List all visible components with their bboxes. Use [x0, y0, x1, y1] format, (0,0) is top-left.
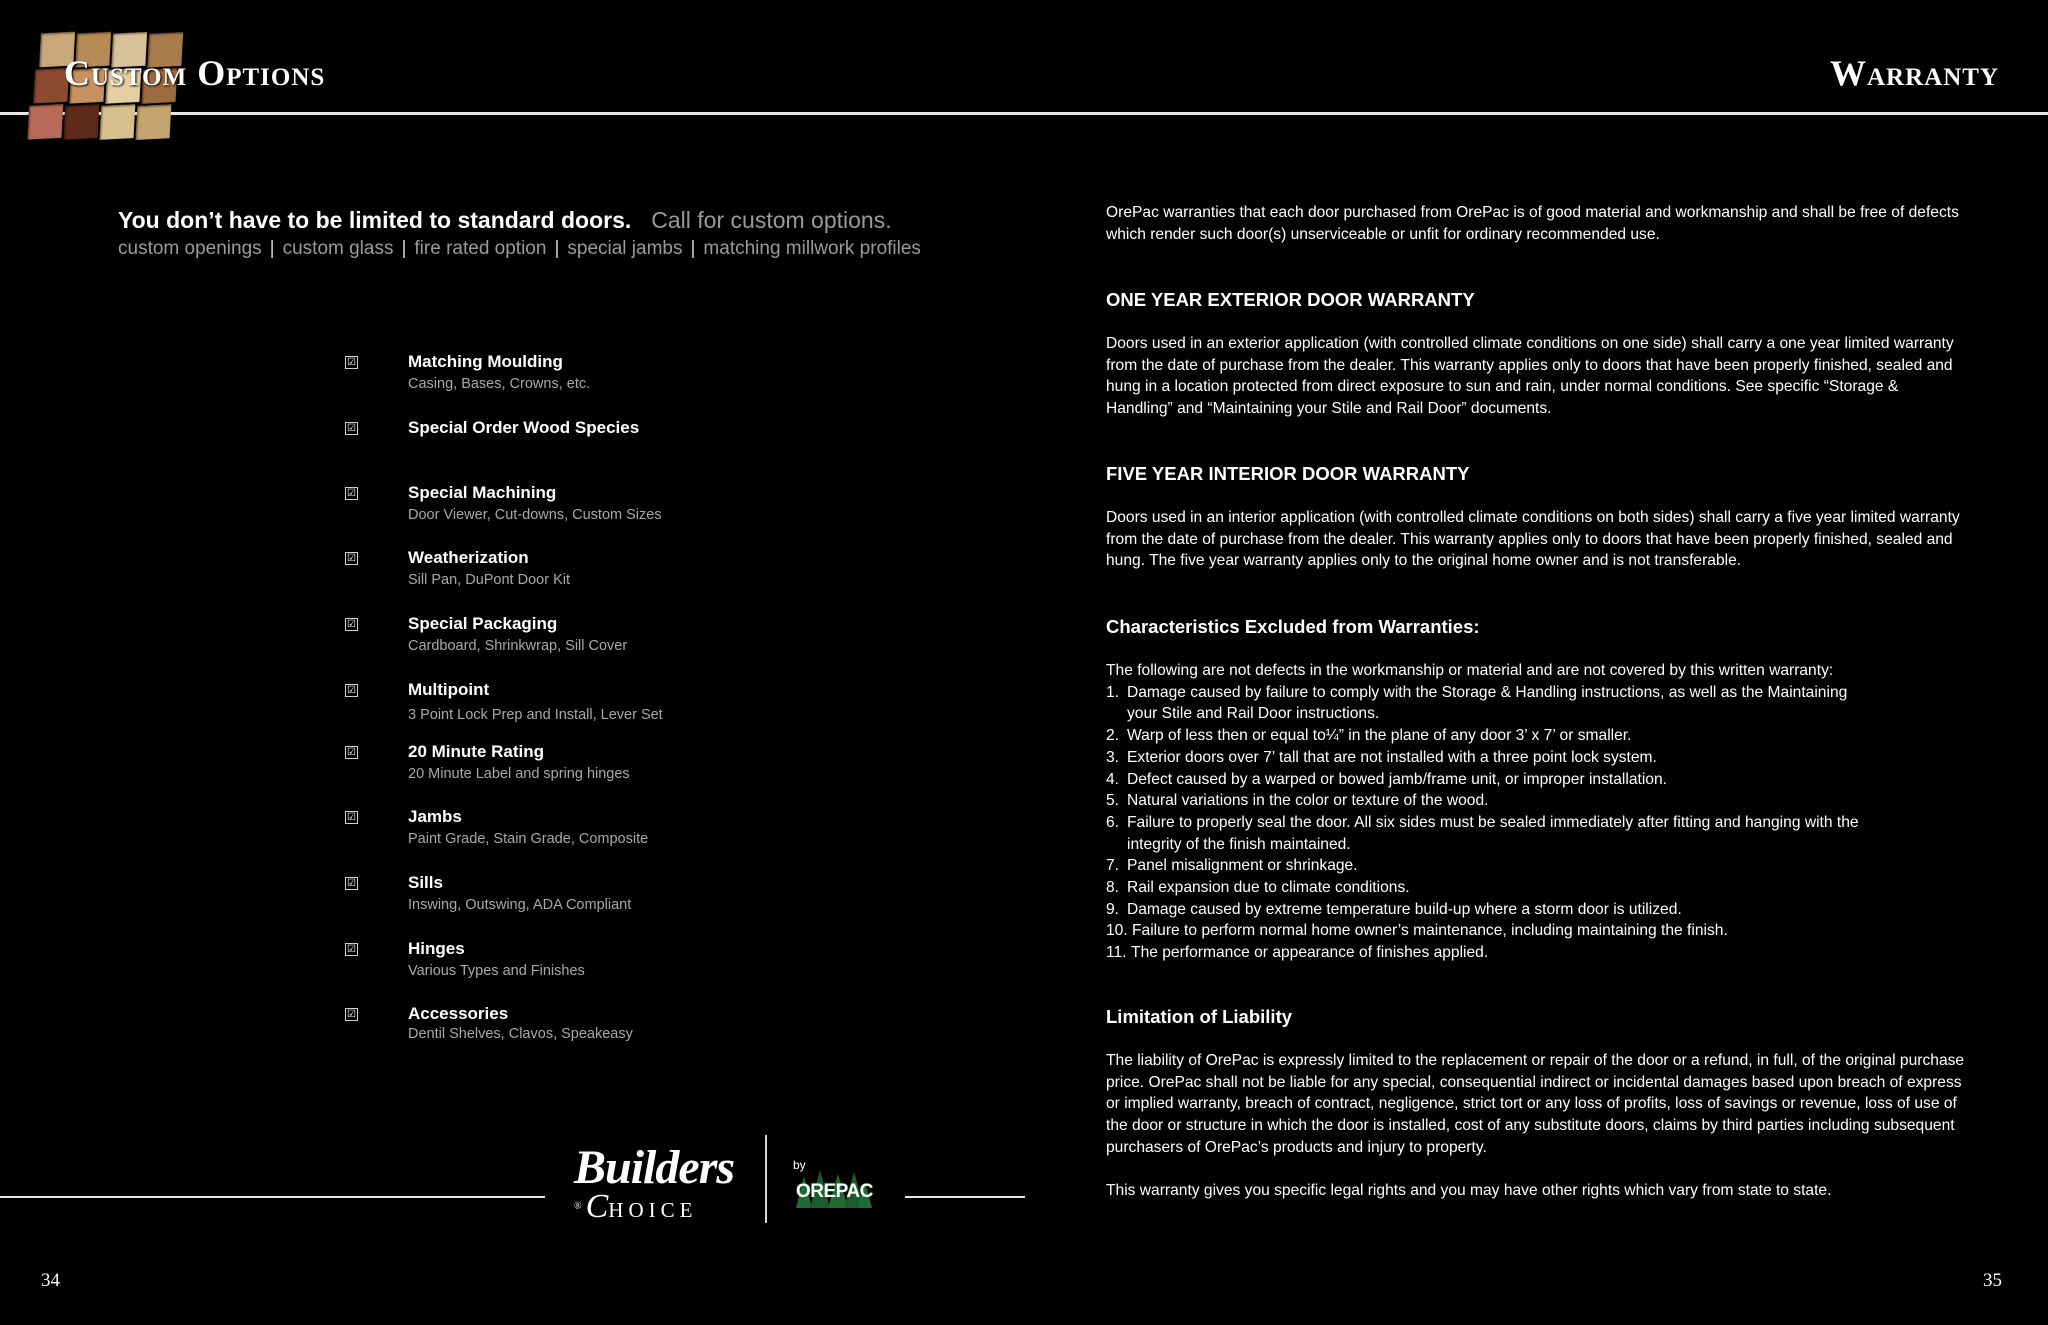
- option-subtitle: Inswing, Outswing, ADA Compliant: [408, 897, 632, 913]
- checkbox-icon: ☑: [345, 618, 358, 631]
- checkbox-icon: ☑: [345, 422, 358, 435]
- logo-divider: [765, 1135, 767, 1223]
- liability-body: The liability of OrePac is expressly limited to the replacement or repair of the door or a refund, in full, of the original purchase price. OrePac shall not be liable for any special, consequential indirect or incidental damages based upon breach of express or implied warranty, breach of contract, negligence, strict tort or any loss of profits, loss of savings or revenue, loss of use of the door or structure in which the door is installed, cost of any substitute doors, claims by third parties including subsequent purchasers of OrePac’s products and injury to property.: [1106, 1052, 1965, 1156]
- interior-warranty-heading: FIVE YEAR INTERIOR DOOR WARRANTY: [1106, 463, 1470, 484]
- checkbox-icon: ☑: [345, 356, 358, 369]
- list-item: 4. Defect caused by a warped or bowed jamb/frame unit, or improper installation.: [1106, 770, 1667, 788]
- list-item-continuation: your Stile and Rail Door instructions.: [1127, 705, 1380, 723]
- checkbox-icon: ☑: [345, 552, 358, 565]
- footer-rule-left: [0, 1196, 545, 1198]
- option-subtitle: Casing, Bases, Crowns, etc.: [408, 376, 591, 392]
- option-subtitle: Sill Pan, DuPont Door Kit: [408, 572, 570, 588]
- intro-headline: [118, 207, 892, 234]
- logo-by-label: by: [793, 1158, 806, 1172]
- intro-option: special jambs: [567, 238, 683, 259]
- exterior-warranty-body: Doors used in an exterior application (with controlled climate conditions on one side) shall carry a one year limited warranty from the date of purchase from the dealer. This warranty applies only to doors that have been properly finished, sealed and hung in a location protected from direct exposure to sun and rain, under normal conditions. See specific “Storage & Handling” and “Maintaining your Stile and Rail Door” documents.: [1106, 335, 1954, 418]
- option-title: Jambs: [408, 807, 462, 826]
- footer-rule-right: [905, 1196, 1025, 1198]
- page-number-left: 34: [41, 1270, 60, 1291]
- option-title: Multipoint: [408, 680, 490, 699]
- list-item: 5. Natural variations in the color or texture of the wood.: [1106, 792, 1489, 810]
- intro-headline-call: Call for custom options.: [651, 207, 892, 233]
- list-item: 3. Exterior doors over 7’ tall that are not installed with a three point lock system.: [1106, 748, 1657, 766]
- checkbox-icon: ☑: [345, 746, 358, 759]
- warranty-intro: OrePac warranties that each door purchased from OrePac is of good material and workmanship and shall be free of defects which render such door(s) unserviceable or unfit for ordinary recommended use.: [1106, 204, 1959, 243]
- option-title: Hinges: [408, 939, 465, 958]
- checkbox-icon: ☑: [345, 811, 358, 824]
- option-title: Sills: [408, 873, 443, 892]
- checkbox-icon: ☑: [345, 943, 358, 956]
- intro-options-list: custom openings | custom glass | fire rated option | special jambs | matching millwork profiles: [118, 238, 921, 259]
- option-subtitle: Paint Grade, Stain Grade, Composite: [408, 831, 649, 847]
- option-title: Accessories: [408, 1004, 509, 1023]
- builders-choice-logo-choice: ® CHOICE: [574, 1188, 698, 1225]
- list-item: 9. Damage caused by extreme temperature build-up where a storm door is utilized.: [1106, 900, 1682, 918]
- page-number-right: 35: [1983, 1270, 2002, 1291]
- option-subtitle: 3 Point Lock Prep and Install, Lever Set: [408, 707, 663, 723]
- warranty-closing-statement: This warranty gives you specific legal rights and you may have other rights which vary from state to state.: [1106, 1182, 1832, 1199]
- exclusions-heading: Characteristics Excluded from Warranties:: [1106, 616, 1480, 637]
- intro-headline-bold: You don’t have to be limited to standard doors.: [118, 207, 632, 233]
- option-title: Special Machining: [408, 483, 557, 502]
- builders-choice-logo: Builders: [574, 1141, 735, 1194]
- intro-option: custom openings: [118, 238, 262, 259]
- option-title: Special Order Wood Species: [408, 418, 640, 437]
- header-rule: [0, 112, 2048, 115]
- page-title-custom-options: Custom Options: [64, 53, 326, 93]
- intro-option: matching millwork profiles: [703, 238, 921, 259]
- list-item: 6. Failure to properly seal the door. All six sides must be sealed immediately after fitting and hanging with the: [1106, 813, 1859, 831]
- option-subtitle: 20 Minute Label and spring hinges: [408, 766, 630, 782]
- intro-option: custom glass: [282, 238, 394, 259]
- intro-option: fire rated option: [414, 238, 547, 259]
- exclusions-list: [1106, 660, 1966, 964]
- option-subtitle: Various Types and Finishes: [408, 963, 585, 979]
- checkbox-icon: ☑: [345, 877, 358, 890]
- exclusions-intro: The following are not defects in the workmanship or material and are not covered by this written warranty:: [1106, 662, 1834, 679]
- option-subtitle: Door Viewer, Cut-downs, Custom Sizes: [408, 507, 662, 523]
- option-title: Weatherization: [408, 548, 529, 567]
- list-item-continuation: integrity of the finish maintained.: [1127, 835, 1351, 853]
- list-item: 11. The performance or appearance of finishes applied.: [1106, 944, 1489, 962]
- list-item: 7. Panel misalignment or shrinkage.: [1106, 857, 1358, 875]
- option-subtitle: Cardboard, Shrinkwrap, Sill Cover: [408, 638, 628, 654]
- option-title: Matching Moulding: [408, 352, 563, 371]
- list-item: 10. Failure to perform normal home owner’s maintenance, including maintaining the finish.: [1106, 922, 1728, 940]
- liability-heading: Limitation of Liability: [1106, 1006, 1293, 1027]
- checkbox-icon: ☑: [345, 684, 358, 697]
- orepac-logo: OREPAC: [796, 1181, 873, 1202]
- checkbox-icon: ☑: [345, 1008, 358, 1021]
- list-item: 1. Damage caused by failure to comply with the Storage & Handling instructions, as well as the Maintaining: [1106, 683, 1848, 701]
- option-title: 20 Minute Rating: [408, 742, 545, 761]
- page-title-warranty: Warranty: [1830, 53, 1999, 93]
- list-item: 8. Rail expansion due to climate conditions.: [1106, 879, 1410, 897]
- checkbox-icon: ☑: [345, 487, 358, 500]
- interior-warranty-body: Doors used in an interior application (with controlled climate conditions on both sides) shall carry a five year limited warranty from the date of purchase from the dealer. This warranty applies only to doors that have been properly finished, sealed and hung. The five year warranty applies only to the original home owner and is not transferable.: [1106, 509, 1960, 570]
- option-title: Special Packaging: [408, 614, 558, 633]
- exterior-warranty-heading: ONE YEAR EXTERIOR DOOR WARRANTY: [1106, 289, 1475, 310]
- list-item: 2. Warp of less then or equal to¼” in the plane of any door 3’ x 7’ or smaller.: [1106, 727, 1632, 745]
- option-subtitle: Dentil Shelves, Clavos, Speakeasy: [408, 1026, 633, 1042]
